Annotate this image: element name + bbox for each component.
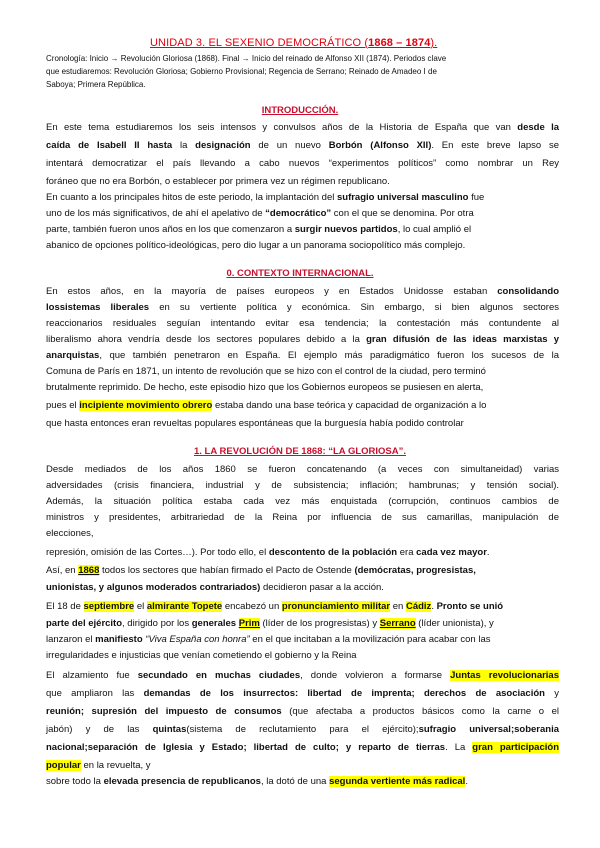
text-line: caída de Isabell II hasta la designación de un nuevo Borbón (Alfonso XII). En este breve lapso se <box>46 140 559 151</box>
text-line: unionistas, y algunos moderados contrariados) decidieron pasar a la acción. <box>46 582 384 593</box>
emphasis-span: lossistemas liberales <box>46 302 150 313</box>
text-line: anarquistas, que también penetraron en España. El ejemplo más paradigmático fueron los sucesos de la <box>46 350 559 361</box>
text-line: sobre todo la elevada presencia de republicanos, la dotó de una segunda vertiente más radical. <box>46 776 468 787</box>
emphasis-span: parte del ejército <box>46 618 123 629</box>
text-line: elecciones, <box>46 528 94 539</box>
emphasis-span: “democrático” <box>265 208 332 219</box>
text-line: El 18 de septiembre el almirante Topete encabezó un pronunciamiento militar en Cádiz. Pronto se unió <box>46 601 504 612</box>
text-line: pues el incipiente movimiento obrero estaba dando una base teórica y capacidad de organización a lo <box>46 400 487 411</box>
emphasis-span: (demócratas, progresistas, <box>354 565 476 576</box>
emphasis-span: popular <box>46 760 81 771</box>
emphasis-span: Prim <box>238 618 260 629</box>
emphasis-span: almirante Topete <box>146 601 223 612</box>
emphasis-span: difusión de las ideas marxistas y <box>392 334 559 345</box>
text-line: intentará democratizar el país llevando a cabo nuevos “experimentos políticos” como nombrar un Rey <box>46 158 559 169</box>
text-line: irregularidades e injusticias que venían cometiendo el gobierno y la Reina <box>46 650 357 661</box>
emphasis-span: manifiesto <box>95 634 143 645</box>
text-line: adversidades (crisis financiera, industrial y de subsistencia; inflación; hambrunas; y tensión social). <box>46 480 559 491</box>
emphasis-span: reunión; supresión del impuesto de consumos <box>46 706 282 717</box>
emphasis-span: gran <box>366 334 387 345</box>
text-line: Además, la situación política estaba cada vez más enquistada (corrupción, continuos cambios de <box>46 496 559 507</box>
emphasis-span: (Alfonso XII) <box>370 140 432 151</box>
text-line: En cuanto a los principales hitos de este periodo, la implantación del sufragio universal masculino fue <box>46 192 485 203</box>
section-heading-context: 0. CONTEXTO INTERNACIONAL. <box>226 268 374 279</box>
emphasis-span: de la población <box>327 547 398 558</box>
emphasis-span: segunda vertiente más radical <box>329 776 466 787</box>
emphasis-span: “Viva España con honra” <box>145 634 250 645</box>
emphasis-span: sufragio universal masculino <box>336 192 469 203</box>
text-line: reaccionarios residuales seguían intentando evitar esa tendencia; la contestación más contundente al <box>46 318 559 329</box>
document-title: UNIDAD 3. EL SEXENIO DEMOCRÁTICO (1868 – 1874). <box>150 37 438 49</box>
emphasis-span: desde la <box>517 122 559 133</box>
section-heading-revolution: 1. LA REVOLUCIÓN DE 1868: “LA GLORIOSA”. <box>193 446 407 457</box>
text-line: lanzaron el manifiesto “Viva España con honra” en el que incitaban a la movilización para acabar con las <box>46 634 491 645</box>
emphasis-span: gran participación <box>472 742 559 753</box>
emphasis-span: quintas <box>152 724 187 735</box>
text-line: En este tema estudiaremos los seis intensos y convulsos años de la Historia de España que van desde la <box>46 122 559 133</box>
text-line: nacional;separación de Iglesia y Estado; libertad de culto; y reparto de tierras. La gran participación <box>46 742 559 753</box>
text-line: reunión; supresión del impuesto de consumos (que afectaba a productos básicos como la carne o el <box>46 706 559 717</box>
emphasis-span: secundado en muchas ciudades <box>137 670 301 681</box>
text-line: que hasta entonces eran revueltas populares espontáneas que la burguesía había podido controlar <box>46 418 464 429</box>
emphasis-span: nacional;separación de Iglesia y Estado; libertad de culto; y reparto de tierras <box>46 742 446 753</box>
chronology-line: que estudiaremos: Revolución Gloriosa; Gobierno Provisional; Regencia de Serrano; Reinado de Amadeo I de <box>46 67 437 76</box>
emphasis-span: Cádiz <box>405 601 432 612</box>
text-line: parte, también fueron unos años en los que comenzaron a surgir nuevos partidos, lo cual amplió el <box>46 224 472 235</box>
emphasis-span: designación <box>195 140 251 151</box>
emphasis-span: septiembre <box>83 601 135 612</box>
emphasis-span: descontento <box>268 547 326 558</box>
text-line: liberalismo ahora vendría desde los sectores populares debido a la gran difusión de las ideas marxistas y <box>46 334 559 345</box>
emphasis-span: elevada presencia de republicanos <box>103 776 261 787</box>
text-line: represión, omisión de las Cortes…). Por todo ello, el descontento de la población era cada vez mayor. <box>46 547 490 558</box>
text-line: ministros y presidentes, arbitrariedad de la Reina por influencia de sus camarillas, manipulación de <box>46 512 559 523</box>
text-line: Desde mediados de los años 1860 se fueron concatenando (a veces con simultaneidad) varias <box>46 464 559 475</box>
emphasis-span: Pronto se unió <box>436 601 504 612</box>
emphasis-span: generales <box>191 618 237 629</box>
emphasis-span: unionistas, y algunos moderados contrariados) <box>46 582 261 593</box>
emphasis-span: Serrano <box>379 618 416 629</box>
emphasis-span: incipiente movimiento obrero <box>79 400 213 411</box>
emphasis-span: Borbón <box>328 140 363 151</box>
emphasis-span: cada vez mayor <box>416 547 487 558</box>
text-line: que ampliaron las demandas de los insurrectos: libertad de imprenta; derechos de asociación y <box>46 688 560 699</box>
emphasis-span: anarquistas <box>46 350 100 361</box>
text-line: En estos años, en la mayoría de países europeos y en Estados Unidosse estaban consolidando <box>46 286 559 297</box>
text-line: brutalmente reprimido. De hecho, este episodio hizo que los Gobiernos europeos se pusiesen en alerta, <box>46 382 484 393</box>
text-line: foráneo que no era Borbón, o establecer por primera vez un régimen republicano. <box>46 176 390 187</box>
emphasis-span: pronunciamiento militar <box>281 601 391 612</box>
emphasis-span: sufragio universal;soberania <box>418 724 559 735</box>
emphasis-span: 1868 <box>78 565 100 576</box>
chronology-line: Cronología: Inicio → Revolución Gloriosa (1868). Final → Inicio del reinado de Alfonso XII (1874). Periodos clave <box>46 54 447 63</box>
text-line: abanico de opciones político-ideológicas, pero dio lugar a un panorama sociopolítico más complejo. <box>46 240 466 251</box>
emphasis-span: surgir nuevos partidos <box>294 224 398 235</box>
text-line: uno de los más significativos, de ahí el apelativo de “democrático” con el que se denomina. Por otra <box>46 208 474 219</box>
emphasis-span: caída de Isabell II hasta <box>46 140 173 151</box>
text-line: popular en la revuelta, y <box>46 760 151 771</box>
text-line: Así, en 1868 todos los sectores que habían firmado el Pacto de Ostende (demócratas, progresistas, <box>46 565 476 576</box>
emphasis-span: demandas de los insurrectos: libertad de imprenta; derechos de asociación <box>143 688 545 699</box>
text-line: Comuna de París en 1871, un intento de revolución que se hizo con el control de la ciudad, pero terminó <box>46 366 486 377</box>
text-line: El alzamiento fue secundado en muchas ciudades, donde volvieron a formarse Juntas revolucionarias <box>46 670 560 681</box>
text-line: lossistemas liberales en su vertiente política y económica. Sin embargo, si bien algunos sectores <box>46 302 559 313</box>
text-line: parte del ejército, dirigido por los generales Prim (líder de los progresistas) y Serrano (líder unionista), y <box>46 618 494 629</box>
text-line: jabón) y de las quintas(sistema de reclutamiento para el ejército);sufragio universal;soberania <box>46 724 559 735</box>
chronology-line: Saboya; Primera República. <box>46 80 146 89</box>
section-heading-intro: INTRODUCCIÓN. <box>261 105 339 116</box>
emphasis-span: Juntas revolucionarias <box>450 670 560 681</box>
emphasis-span: consolidando <box>497 286 559 297</box>
